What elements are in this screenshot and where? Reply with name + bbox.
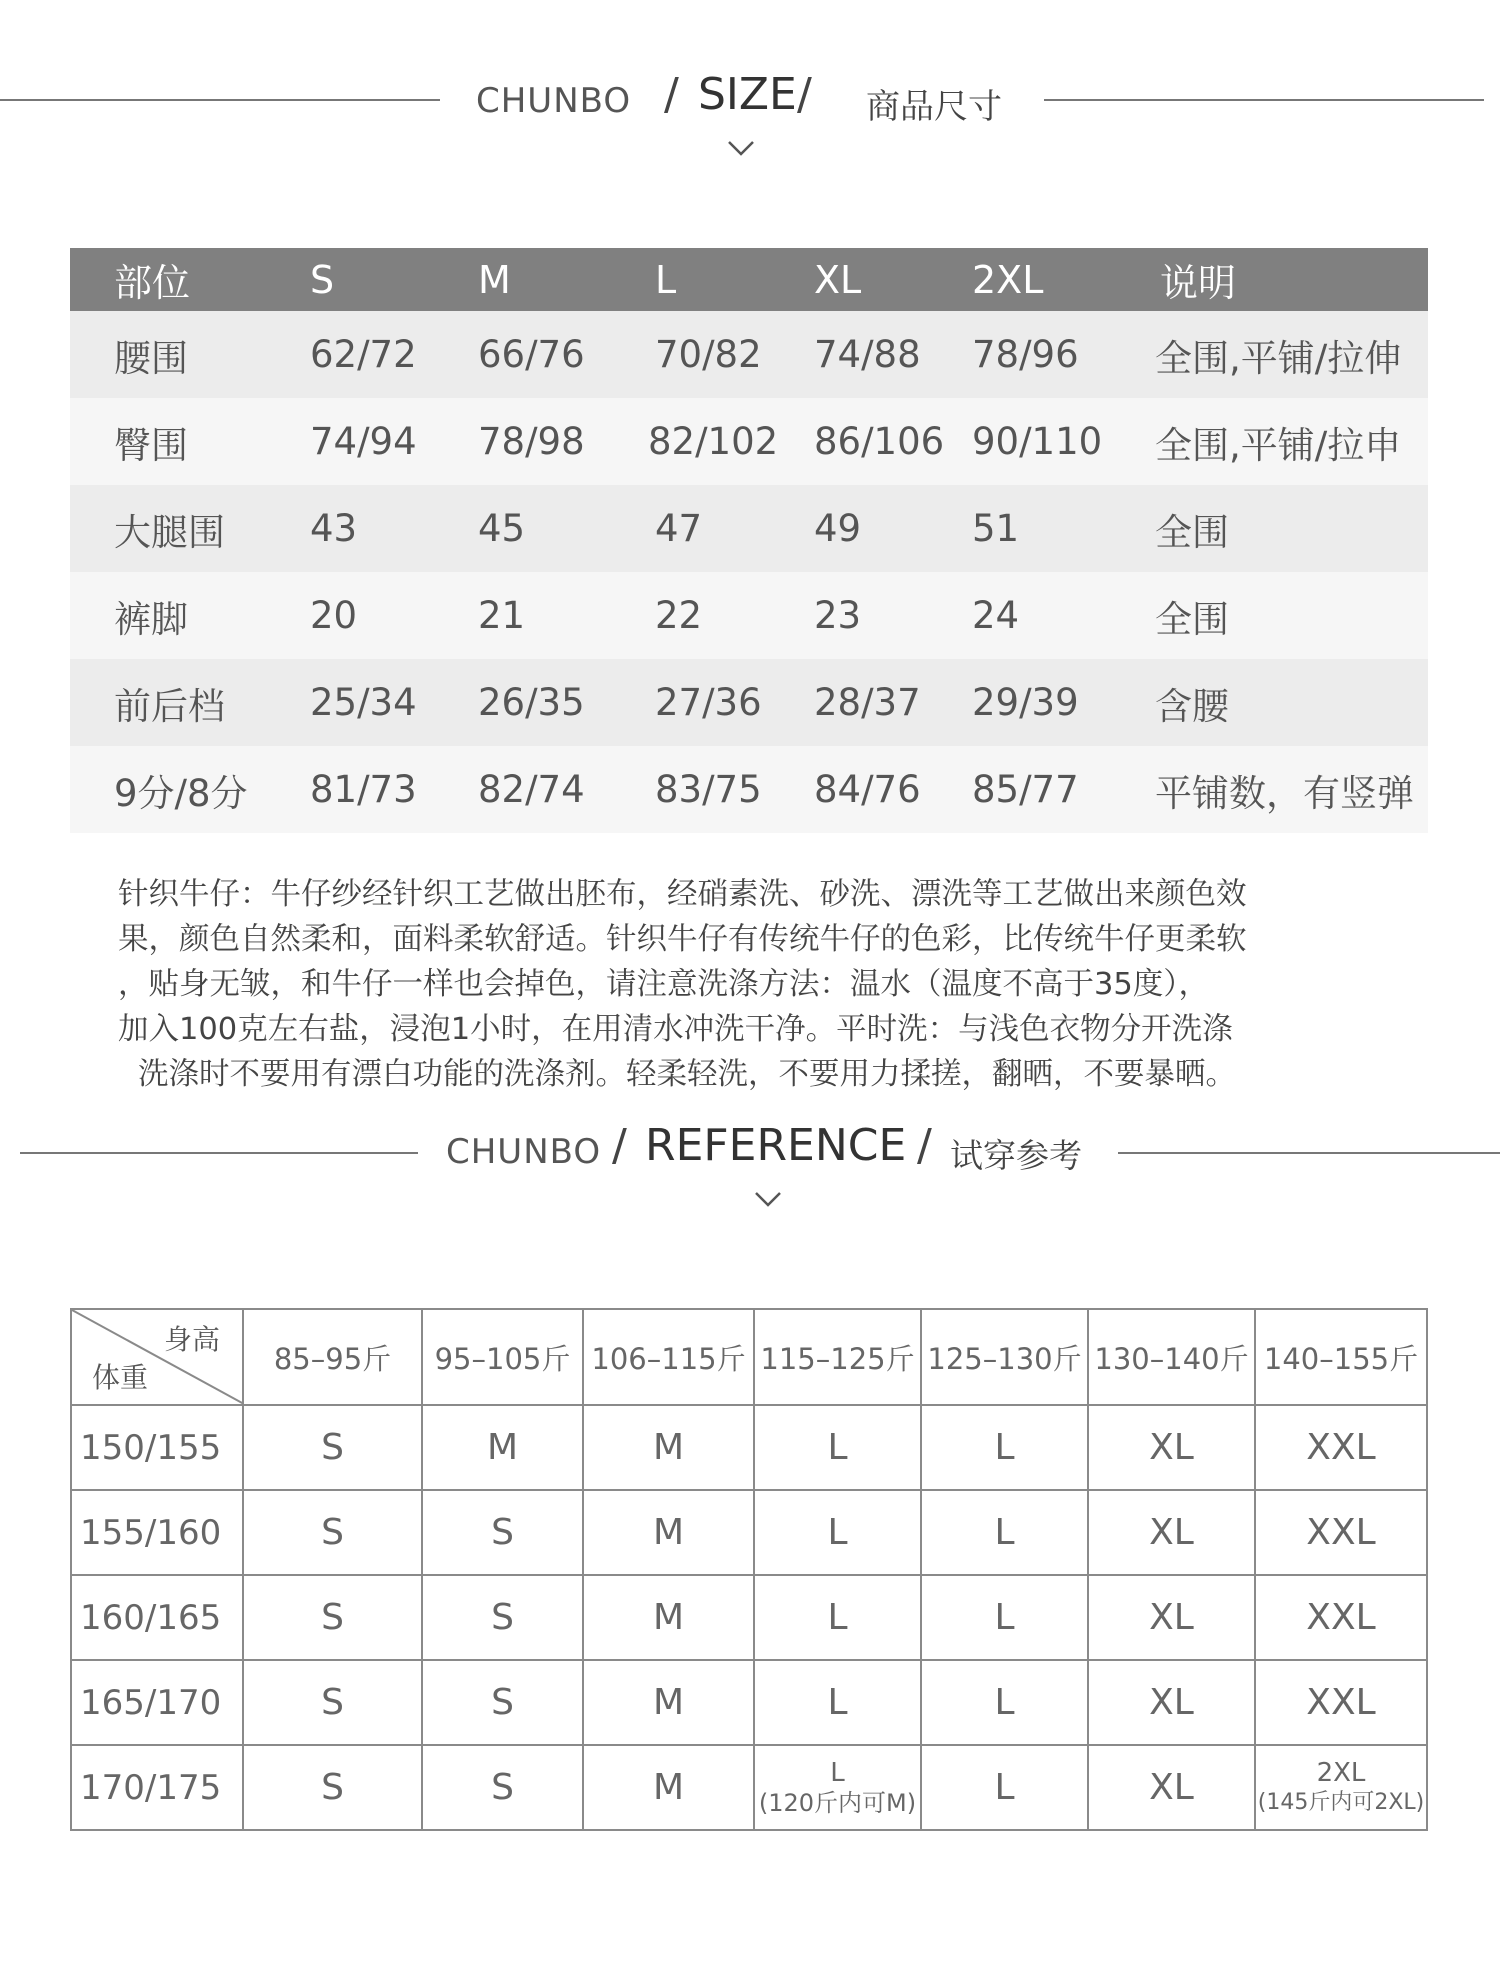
column-header: L	[655, 257, 677, 302]
size-note: (120斤内可M)	[758, 1788, 917, 1817]
size-value: 51	[972, 507, 1020, 550]
height-label: 170/175	[71, 1745, 243, 1830]
weight-range-header: 85–95斤	[243, 1309, 422, 1405]
size-value: 28/37	[814, 681, 921, 724]
size-cell: M	[583, 1490, 754, 1575]
size-value: 90/110	[972, 420, 1103, 463]
size-value: 2XL	[1316, 1757, 1366, 1788]
size-value: 81/73	[310, 768, 417, 811]
size-cell: L	[921, 1575, 1088, 1660]
size-value: 27/36	[655, 681, 762, 724]
size-cell: S	[243, 1660, 422, 1745]
brand-name: CHUNBO	[446, 1132, 602, 1172]
size-value: 49	[814, 507, 862, 550]
description-line: 加入100克左右盐，浸泡1小时，在用清水冲洗干净。平时洗：与浅色衣物分开洗涤	[118, 1012, 1233, 1047]
part-name: 裤脚	[114, 597, 188, 641]
size-value: 29/39	[972, 681, 1079, 724]
description-line: 针织牛仔：牛仔纱经针织工艺做出胚布，经硝素洗、砂洗、漂洗等工艺做出来颜色效	[118, 877, 1247, 912]
table-row	[70, 572, 1428, 659]
size-cell: L	[754, 1660, 921, 1745]
size-cell: S	[243, 1490, 422, 1575]
size-cell: L	[921, 1490, 1088, 1575]
size-value: 84/76	[814, 768, 921, 811]
size-value: 85/77	[972, 768, 1079, 811]
height-axis-label: 身高	[163, 1323, 220, 1356]
size-value: 74/88	[814, 333, 921, 376]
chevron-down-icon	[754, 1190, 782, 1210]
fit-reference-table	[70, 1308, 1428, 1831]
note: 全围	[1155, 510, 1229, 554]
size-cell: XXL	[1255, 1575, 1427, 1660]
size-value: 86/106	[814, 420, 945, 463]
header-rule-left	[20, 1152, 418, 1154]
size-value: 70/82	[655, 333, 762, 376]
size-cell	[1255, 1745, 1427, 1830]
size-value: 78/98	[478, 420, 585, 463]
height-label: 155/160	[71, 1490, 243, 1575]
size-cell: M	[422, 1405, 583, 1490]
note: 全围,平铺/拉伸	[1155, 336, 1402, 380]
description-line: ，贴身无皱，和牛仔一样也会掉色，请注意洗涤方法：温水（温度不高于35度），	[118, 967, 1210, 1002]
header-rule-left	[0, 99, 440, 101]
table-row	[70, 311, 1428, 398]
size-cell: M	[583, 1745, 754, 1830]
size-cell: L	[754, 1575, 921, 1660]
size-value: 43	[310, 507, 358, 550]
size-section-header	[0, 55, 1500, 155]
size-cell: L	[921, 1405, 1088, 1490]
size-cell: XXL	[1255, 1660, 1427, 1745]
size-value: 21	[478, 594, 526, 637]
weight-range-header: 106–115斤	[583, 1309, 754, 1405]
table-row	[71, 1745, 1427, 1830]
size-cell: L	[921, 1660, 1088, 1745]
size-cell: XXL	[1255, 1490, 1427, 1575]
part-name: 前后档	[114, 684, 225, 728]
corner-cell	[71, 1309, 243, 1405]
size-table-header-row	[70, 248, 1428, 311]
table-row	[71, 1490, 1427, 1575]
weight-range-header: 140–155斤	[1255, 1309, 1427, 1405]
size-cell: XL	[1088, 1660, 1255, 1745]
header-slash-left: /	[612, 1120, 627, 1171]
part-name: 大腿围	[114, 510, 225, 554]
size-cell: XL	[1088, 1490, 1255, 1575]
size-cell: M	[583, 1660, 754, 1745]
size-cell: S	[422, 1660, 583, 1745]
description-line: 洗涤时不要用有漂白功能的洗涤剂。轻柔轻洗，不要用力揉搓，翻晒，不要暴晒。	[138, 1057, 1236, 1092]
part-name: 臀围	[114, 423, 188, 467]
size-cell: XL	[1088, 1745, 1255, 1830]
size-chart-table	[70, 248, 1428, 833]
column-header: 2XL	[972, 257, 1044, 302]
header-slash-right: /	[917, 1120, 932, 1171]
size-value: 78/96	[972, 333, 1079, 376]
note: 平铺数，有竖弹	[1155, 771, 1414, 815]
table-row	[71, 1405, 1427, 1490]
size-cell: S	[243, 1745, 422, 1830]
size-cell: XL	[1088, 1405, 1255, 1490]
reference-heading: REFERENCE	[645, 1120, 907, 1171]
table-row	[70, 398, 1428, 485]
note: 全围	[1155, 597, 1229, 641]
size-value: 47	[655, 507, 703, 550]
size-value: 83/75	[655, 768, 762, 811]
size-cell: S	[243, 1575, 422, 1660]
weight-axis-label: 体重	[92, 1361, 149, 1394]
size-cell: S	[422, 1745, 583, 1830]
fabric-care-description	[118, 872, 1358, 1097]
reference-section-header	[0, 1108, 1500, 1208]
size-value: 26/35	[478, 681, 585, 724]
size-heading: SIZE	[698, 69, 797, 120]
size-value: 82/102	[648, 420, 779, 463]
size-cell: M	[583, 1575, 754, 1660]
size-value: L	[830, 1757, 845, 1788]
size-value: 62/72	[310, 333, 417, 376]
size-cell: S	[422, 1490, 583, 1575]
note: 全围,平铺/拉申	[1155, 423, 1402, 467]
size-value: 20	[310, 594, 358, 637]
height-label: 150/155	[71, 1405, 243, 1490]
brand-name: CHUNBO	[476, 81, 632, 121]
height-label: 160/165	[71, 1575, 243, 1660]
height-label: 165/170	[71, 1660, 243, 1745]
weight-range-header: 95–105斤	[422, 1309, 583, 1405]
column-header: 说明	[1160, 261, 1237, 305]
size-cell: M	[583, 1405, 754, 1490]
size-value: 66/76	[478, 333, 585, 376]
size-value: 82/74	[478, 768, 585, 811]
size-cell: L	[754, 1490, 921, 1575]
part-name: 9分/8分	[114, 771, 248, 815]
size-cell: S	[422, 1575, 583, 1660]
size-value: 74/94	[310, 420, 417, 463]
size-value: 25/34	[310, 681, 417, 724]
size-cell: XL	[1088, 1575, 1255, 1660]
header-rule-right	[1118, 1152, 1500, 1154]
column-header: S	[310, 257, 335, 302]
size-value: 45	[478, 507, 526, 550]
table-row	[70, 485, 1428, 572]
size-cell	[754, 1745, 921, 1830]
description-line: 果，颜色自然柔和，面料柔软舒适。针织牛仔有传统牛仔的色彩，比传统牛仔更柔软	[118, 922, 1247, 957]
size-value: 22	[655, 594, 703, 637]
size-cell: L	[754, 1405, 921, 1490]
chevron-down-icon	[727, 139, 755, 159]
column-header: XL	[814, 257, 862, 302]
column-header: 部位	[114, 261, 191, 305]
column-header: M	[478, 257, 511, 302]
size-cell: L	[921, 1745, 1088, 1830]
header-slash-left: /	[664, 69, 679, 120]
header-slash-right: /	[797, 69, 812, 120]
weight-range-header: 125–130斤	[921, 1309, 1088, 1405]
table-row	[70, 659, 1428, 746]
table-row	[71, 1660, 1427, 1745]
size-cell: XXL	[1255, 1405, 1427, 1490]
reference-subtitle: 试穿参考	[950, 1136, 1082, 1175]
reference-header-row	[71, 1309, 1427, 1405]
part-name: 腰围	[114, 336, 188, 380]
note: 含腰	[1155, 684, 1229, 728]
size-cell: S	[243, 1405, 422, 1490]
size-note: (145斤内可2XL)	[1257, 1789, 1425, 1815]
table-row	[70, 746, 1428, 833]
table-row	[71, 1575, 1427, 1660]
size-value: 24	[972, 594, 1020, 637]
weight-range-header: 130–140斤	[1088, 1309, 1255, 1405]
size-subtitle: 商品尺寸	[866, 87, 1002, 127]
header-rule-right	[1044, 99, 1484, 101]
size-value: 23	[814, 594, 862, 637]
weight-range-header: 115–125斤	[754, 1309, 921, 1405]
